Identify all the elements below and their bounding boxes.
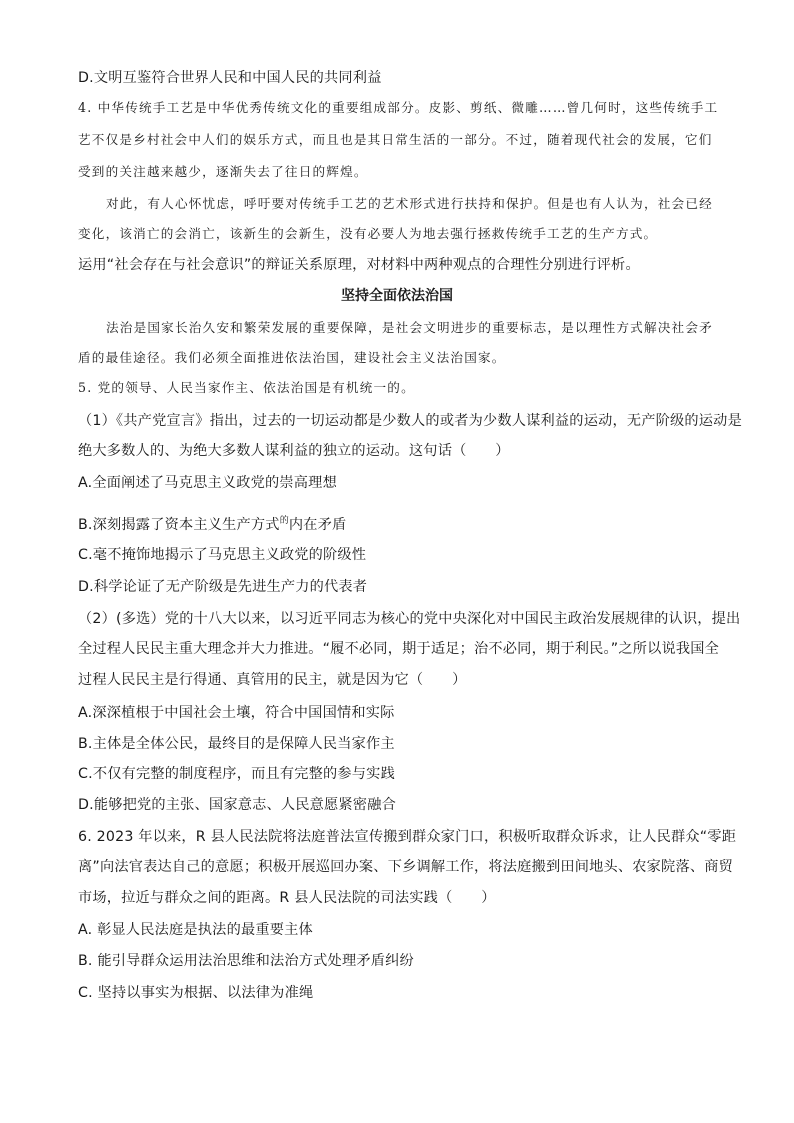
question-6-line-2: 离”向法官表达自己的意愿；积极开展巡回办案、下乡调解工作，将法庭搬到田间地头、农家院落、商贸 xyxy=(78,859,733,875)
question-5-2-option-c: C.不仅有完整的制度程序，而且有完整的参与实践 xyxy=(78,766,395,782)
question-5-1-line-1: （1）《共产党宣言》指出，过去的一切运动都是少数人的或者为少数人谋利益的运动，无产阶级的运动是 xyxy=(78,413,742,429)
line-option-d-q3: D.文明互鉴符合世界人民和中国人民的共同利益 xyxy=(78,70,382,86)
question-4-line-2: 艺不仅是乡村社会中人们的娱乐方式，而且也是其日常生活的一部分。不过，随着现代社会的发展，它们 xyxy=(78,132,713,147)
question-4-prompt: 运用“社会存在与社会意识”的辩证关系原理，对材料中两种观点的合理性分别进行评析。 xyxy=(78,257,640,273)
option-b-text-2: 内在矛盾 xyxy=(288,517,347,533)
question-5-2-line-1: （2）(多选）党的十八大以来，以习近平同志为核心的党中央深化对中国民主政治发展规律的认识，提出 xyxy=(78,611,741,627)
question-6-option-c: C. 坚持以事实为根据、以法律为准绳 xyxy=(78,985,314,1001)
intro-line-2: 盾的最佳途径。我们必须全面推进依法治国，建设社会主义法治国家。 xyxy=(78,350,506,365)
question-5-2-line-2: 全过程人民民主重大理念并大力推进。“履不必同，期于适足；治不必同，期于利民。”之所以说我国全 xyxy=(78,641,720,657)
question-5-2-line-3: 过程人民民主是行得通、真管用的民主，就是因为它（ ） xyxy=(78,672,467,688)
question-5-stem: 5. 党的领导、人民当家作主、依法治国是有机统一的。 xyxy=(78,380,415,395)
question-6-line-1: 6. 2023 年以来，R 县人民法院将法庭普法宣传搬到群众家门口，积极听取群众诉求，让人民群众“零距 xyxy=(78,829,737,845)
question-4-line-1: 4. 中华传统手工艺是中华优秀传统文化的重要组成部分。皮影、剪纸、微雕……曾几何时，这些传统手工 xyxy=(78,100,719,115)
question-5-1-line-2: 绝大多数人的、为绝大多数人谋利益的独立的运动。这句话（ ） xyxy=(78,443,510,459)
question-5-2-option-d: D.能够把党的主张、国家意志、人民意愿紧密融合 xyxy=(78,797,396,813)
question-6-option-b: B. 能引导群众运用法治思维和法治方式处理矛盾纠纷 xyxy=(78,953,414,969)
question-4-line-4: 对此，有人心怀忧虑，呼吁要对传统手工艺的艺术形式进行扶持和保护。但是也有人认为，社会已经 xyxy=(106,196,713,211)
question-6-option-a: A. 彰显人民法庭是执法的最重要主体 xyxy=(78,922,313,938)
option-b-superscript: 的 xyxy=(279,516,289,526)
question-5-1-option-c: C.毫不掩饰地揭示了马克思主义政党的阶级性 xyxy=(78,547,367,563)
question-4-line-5: 变化，该消亡的会消亡，该新生的会新生，没有必要人为地去强行拯救传统手工艺的生产方式。 xyxy=(78,226,658,241)
question-6-line-3: 市场，拉近与群众之间的距离。R 县人民法院的司法实践（ ） xyxy=(78,890,496,906)
intro-line-1: 法治是国家长治久安和繁荣发展的重要保障，是社会文明进步的重要标志，是以理性方式解决社会矛 xyxy=(106,320,713,335)
question-5-1-option-b xyxy=(78,511,346,535)
question-5-2-option-b: B.主体是全体公民，最终目的是保障人民当家作主 xyxy=(78,736,395,752)
question-5-1-option-d: D.科学论证了无产阶级是先进生产力的代表者 xyxy=(78,579,368,595)
option-b-text-1: B.深刻揭露了资本主义生产方式 xyxy=(78,517,280,533)
question-5-1-option-a: A.全面阐述了马克思主义政党的崇高理想 xyxy=(78,475,337,491)
question-4-line-3: 受到的关注越来越少，逐渐失去了往日的辉煌。 xyxy=(78,164,368,179)
question-5-2-option-a: A.深深植根于中国社会土壤，符合中国国情和实际 xyxy=(78,705,395,721)
section-title: 坚持全面依法治国 xyxy=(341,288,453,304)
